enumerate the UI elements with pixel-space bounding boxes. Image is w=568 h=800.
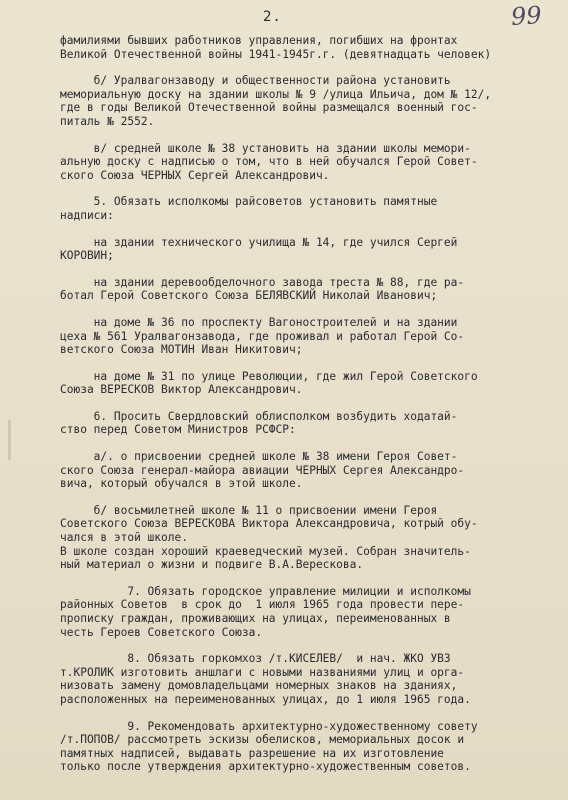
paragraph-intro-continuation: фамилиями бывших работников управления, погибших на фронтах Великой Отечественной войны 1941-1945г.г. (девятнадцать человек) <box>60 34 492 61</box>
paragraph-7: 7. Обязать городское управление милиции и исполкомы районных Советов в срок до 1 июля 1965 года провести перe- прописку граждан, проживающих на улицах, переименованных в честь Героев Советского Союза. <box>60 584 471 639</box>
paper-edge-mark <box>8 420 11 460</box>
page-number: 2. <box>263 9 282 25</box>
paragraph-4v: в/ средней школе № 38 установить на здании школы мемори- альную доску с надписью о том, что в ней обучался Герой Совет- ского Союза ЧЕРНЫХ Сергей Александрович. <box>60 141 478 182</box>
paragraph-5-item-2: на здании деревообделочного завода треста № 88, где ра- ботал Герой Советского Союза БЕЛЯВСКИЙ Николай Иванович; <box>60 275 465 303</box>
paragraph-5: 5. Обязать исполкомы райсоветов установить памятные надписи: <box>60 195 438 222</box>
paragraph-9: 9. Рекомендовать архитектурно-художественному совету /т.ПОПОВ/ рассмотреть эскизы обелисков, мемориальных досок и памятных надписей, выдавать разрешение на их изготовление только после утверждения архитектурно-художественным советов. <box>60 719 478 774</box>
paragraph-5-item-4: на доме № 31 по улице Революции, где жил Герой Советского Союза ВЕРЕСКОВ Виктор Александрович. <box>60 369 478 397</box>
paragraph-6: 6. Просить Свердловский облисполком возбудить ходатай- ство перед Советом Министров РСФСР: <box>60 409 458 437</box>
archive-folio-number: 99 <box>510 0 543 32</box>
paragraph-5-item-3: на доме № 36 по проспекту Вагоностроителей и на здании цеха № 561 Уралвагонзавода, где проживал и работал Герой Со- ветского Союза МОТИН Иван Никитович; <box>60 315 465 357</box>
paragraph-6b: б/ восьмилетней школе № 11 о присвоении имени Героя Советского Союза ВЕРЕСКОВА Виктора Александровича, котрый обу- чался в этой школе. В школе создан хороший краеведческий музей. Собран значитель- ный материал о жизни и подвиге В.А.Верескова. <box>60 503 478 572</box>
paragraph-5-item-1: на здании технического училища № 14, где учился Сергей КОРОВИН; <box>60 235 458 263</box>
paragraph-6a: а/. о присвоении средней школе № 38 имени Героя Совет- ского Союза генерал-майора авиации ЧЕРНЫХ Сергея Александро- вича, который обучался в этой школе. <box>60 450 465 491</box>
paragraph-4b: б/ Уралвагонзаводу и общественности района установить мемориальную доску на здании школы № 9 /улица Ильича, дом № 12/, где в годы Великой Отечественной войны размещался военный гос- питаль № 2552. <box>60 74 492 128</box>
paragraph-8: 8. Обязать горкомхоз /т.КИСЕЛЕВ/ и нач. ЖКО УВЗ т.КРОЛИК изготовить аншлаги с новыми названиями улиц и орга- низовать замену домовладельцами номерных знаков на зданиях, расположенных на переименованных улицах, до 1 июля 1965 года. <box>60 652 471 706</box>
document-body <box>60 34 558 787</box>
